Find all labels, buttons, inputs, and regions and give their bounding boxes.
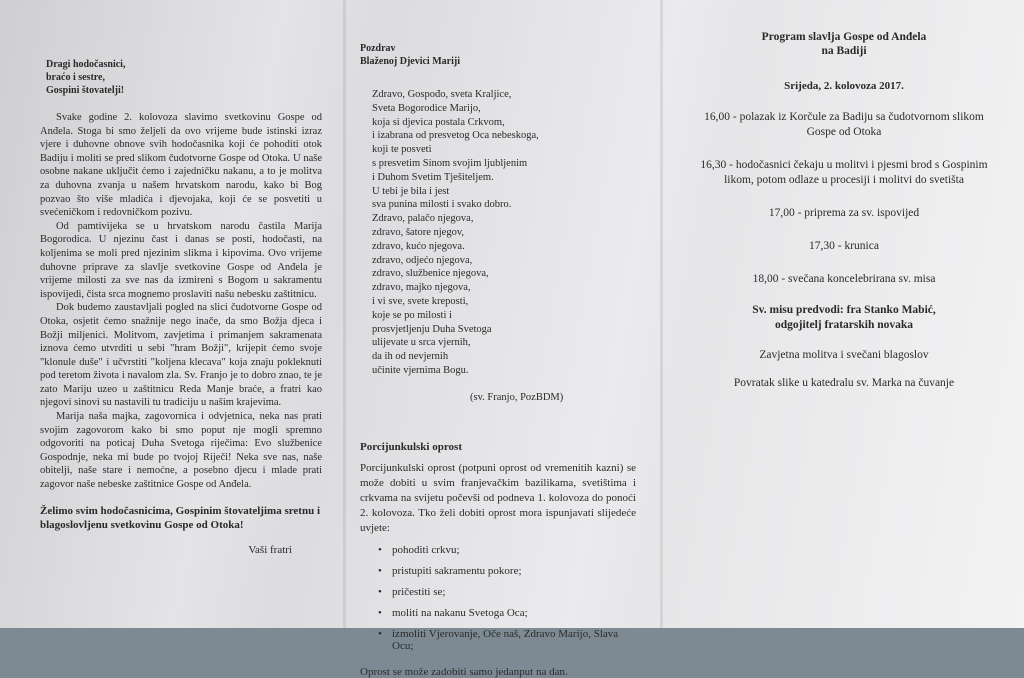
prayer-line: s presvetim Sinom svojim ljubljenim (372, 157, 528, 169)
fold-line-right (660, 0, 663, 628)
condition-item: • pohoditi crkvu; (378, 544, 636, 556)
program-date: Srijeda, 2. kolovoza 2017. (784, 80, 904, 92)
prayer-line: koji te posveti (372, 144, 432, 156)
indulgence-text: Porcijunkulski oprost (potpuni oprost od vremenitih kazni) se može dobiti u svim franjevačkim bazilikama, svetištima i crkvama na svijetu počevši od podneva 1. kolovoza do ponoći 2. kolovoza. Tko želi dobiti oprost mora ispunjavati slijedeće uvjete: (360, 461, 636, 534)
schedule-item: 17,30 - krunica (809, 240, 879, 252)
program-title-line: na Badiji (821, 45, 867, 57)
letter-paragraph: Svake godine 2. kolovoza slavimo svetkovinu Gospe od Anđela. Stoga bi smo željeli da ovo vrijeme bude istinski izraz vjere i duhovne obnove svih hodočasnika koji će pohoditi otok Badiju i moliti se pred slikom čudotvorne Gospe od Otoka. U naše osobne nakane uključit ćemo i zajedničku nakanu, a to je molitva za duhovna zvanja u našem hrvatskom narodu, kako bi Bog pozvao što više mladića i djevojaka, koji će se posvetiti u svećeničkom i redovničkom pozivu. (40, 112, 322, 219)
letter-body (40, 111, 322, 492)
letter-paragraph: Dok budemo zaustavljali pogled na slici čudotvorne Gospe od Otoka, osjetit ćemo snažnije nego inače, da smo Božja djeca i Božji miljenici. Molitvom, zavjetima i primanjem sakramenata iznova ćemo utvrditi u sebi "hram Božji", krijepit ćemo svoje "klonule duše" i učvrstiti "koljena klecava" koja znaju pokleknuti pod teretom života i navalom zla. Sv. Franjo je to dobro znao, te je zato Mariju uzeo u zaštitnicu Reda Manje braće, a fratri kao njegovi sinovi su nastavili tu tradiciju u našim krajevima. (40, 302, 322, 409)
greeting-line: Dragi hodočasnici, (46, 59, 126, 70)
prayer-line: zdravo, kućo njegova. (372, 240, 465, 252)
prayer-panel (346, 0, 660, 678)
schedule-item: 17,00 - priprema za sv. ispovijed (768, 207, 920, 219)
presider-line: Sv. misu predvodi: fra Stanko Mabić, (752, 304, 936, 316)
prayer-title (360, 42, 636, 68)
condition-item: • pristupiti sakramentu pokore; (378, 565, 636, 577)
letter-panel (0, 0, 344, 628)
program-panel (664, 0, 1024, 628)
greeting (46, 58, 322, 97)
prayer-line: U tebi je bila i jest (372, 185, 450, 197)
indulgence-title: Porcijunkulski oprost (360, 440, 462, 453)
program-title-line: Program slavlja Gospe od Anđela (761, 31, 927, 43)
conditions-list (360, 544, 636, 652)
prayer-line: Sveta Bogorodice Marijo, (372, 102, 481, 114)
closing-item: Povratak slike u katedralu sv. Marka na čuvanje (733, 377, 955, 389)
condition-item: • izmoliti Vjerovanje, Oče naš, Zdravo Marijo, Slava Ocu; (378, 628, 636, 652)
greeting-line: braćo i sestre, (46, 72, 105, 83)
schedule-item: 16,30 - hodočasnici čekaju u molitvi i pjesmi brod s Gospinim likom, potom odlaze u procesiji i molitvi do svetišta (700, 159, 988, 186)
prayer-line: i vi sve, svete kreposti, (372, 295, 469, 307)
prayer-line: zdravo, odjećo njegova, (372, 254, 473, 266)
prayer-line: zdravo, službenice njegova, (372, 268, 489, 280)
prayer-line: Zdravo, Gospođo, sveta Kraljice, (372, 89, 512, 100)
signature: Vaši fratri (248, 543, 292, 556)
prayer-line: ulijevate u srca vjernih, (372, 337, 471, 349)
condition-item: • pričestiti se; (378, 586, 636, 598)
prayer-line: i izabrana od presvetog Oca nebeskoga, (372, 130, 539, 142)
program-title (694, 30, 994, 58)
indulgence-note: Oprost se može zadobiti samo jedanput na dan. (360, 665, 568, 678)
prayer-line: zdravo, šatore njegov, (372, 226, 465, 238)
greeting-line: Gospini štovatelji! (46, 85, 125, 96)
letter-paragraph: Marija naša majka, zagovornica i odvjetnica, neka nas prati svojim zagovorom kako bi smo poput nje mogli spremno odgovoriti na poticaj Duha Svetoga riječima: Evo službenice Gospodnje, neka mi bude po tvojoj Riječi! Neka sve nas, naše obitelji, naše stare i nemoćne, a posebno djecu i mlade prati zagovor naše nebeske zaštitnice Gospe od Anđela. (40, 411, 322, 491)
prayer-line: koja si djevica postala Crkvom, (372, 116, 505, 128)
prayer-line: Zdravo, palačo njegova, (372, 213, 474, 225)
prayer-line: prosvjetljenju Duha Svetoga (372, 323, 492, 335)
prayer-line: sva punina milosti i svako dobro. (372, 199, 512, 211)
prayer-text (372, 88, 636, 378)
letter-paragraph: Od pamtivijeka se u hrvatskom narodu častila Marija Bogorodica. U njezinu čast i danas se posti, hodočasti, na koljenima se moli pred njezinim slikma i kipovima. Ovo vrijeme duhovne priprave za slavlje svetkovine Gospe od Anđela je vrijeme milosti za sve nas da izmireni s Bogom u sakramentu ispovijedi, čista srca mognemo proslaviti našu nebesku zaštitnicu. (40, 220, 322, 300)
prayer-line: učinite vjernima Bogu. (372, 364, 469, 376)
closing-wish: Želimo svim hodočasnicima, Gospinim štovateljima sretnu i blagoslovljenu svetkovinu Gospe od Otoka! (40, 504, 320, 531)
prayer-title-line: Pozdrav (360, 43, 396, 54)
presider (694, 303, 994, 333)
condition-item: • moliti na nakanu Svetoga Oca; (378, 607, 636, 619)
prayer-source: (sv. Franjo, PozBDM) (470, 391, 564, 403)
prayer-line: koje se po milosti i (372, 309, 452, 321)
prayer-line: zdravo, majko njegova, (372, 282, 471, 294)
prayer-line: i Duhom Svetim Tješiteljem. (372, 171, 494, 183)
schedule-item: 16,00 - polazak iz Korčule za Badiju sa čudotvornom slikom Gospe od Otoka (704, 111, 984, 138)
closing-item: Zavjetna molitva i svečani blagoslov (759, 349, 929, 361)
schedule-item: 18,00 - svečana koncelebrirana sv. misa (752, 273, 936, 285)
prayer-title-line: Blaženoj Djevici Mariji (360, 56, 460, 67)
presider-line: odgojitelj fratarskih novaka (775, 319, 913, 331)
prayer-line: da ih od nevjernih (372, 351, 449, 363)
